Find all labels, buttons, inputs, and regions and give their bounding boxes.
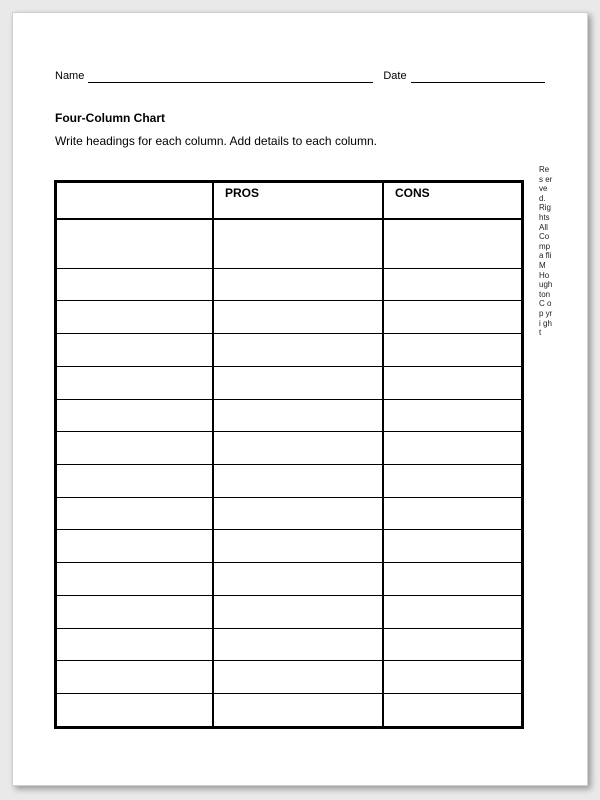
table-cell[interactable] <box>57 219 214 268</box>
table-cell[interactable] <box>57 530 214 563</box>
table-cell[interactable] <box>213 219 383 268</box>
table-row <box>57 465 522 498</box>
table-cell[interactable] <box>213 595 383 628</box>
worksheet-page <box>12 12 588 786</box>
table-row <box>57 595 522 628</box>
table-cell[interactable] <box>57 694 214 727</box>
table-row <box>57 497 522 530</box>
column-heading-1[interactable] <box>57 183 214 220</box>
table-cell[interactable] <box>213 661 383 694</box>
table-cell[interactable] <box>383 334 522 367</box>
table-cell[interactable] <box>57 661 214 694</box>
table-row <box>57 334 522 367</box>
table-row <box>57 268 522 301</box>
date-label: Date <box>383 70 407 82</box>
table-cell[interactable] <box>57 334 214 367</box>
table-cell[interactable] <box>383 497 522 530</box>
table-cell[interactable] <box>383 465 522 498</box>
table-cell[interactable] <box>213 563 383 596</box>
instructions-text: Write headings for each column. Add details to each column. <box>55 134 377 148</box>
table-row <box>57 628 522 661</box>
table-cell[interactable] <box>383 694 522 727</box>
table-row <box>57 694 522 727</box>
table-cell[interactable] <box>213 366 383 399</box>
table-cell[interactable] <box>57 595 214 628</box>
table-cell[interactable] <box>383 595 522 628</box>
table-row <box>57 530 522 563</box>
table-cell[interactable] <box>57 563 214 596</box>
table-cell[interactable] <box>57 628 214 661</box>
table-cell[interactable] <box>383 366 522 399</box>
table-cell[interactable] <box>213 497 383 530</box>
table-cell[interactable] <box>57 399 214 432</box>
table-cell[interactable] <box>383 628 522 661</box>
table-row <box>57 301 522 334</box>
table-cell[interactable] <box>213 301 383 334</box>
table-row <box>57 219 522 268</box>
table-cell[interactable] <box>57 465 214 498</box>
table-cell[interactable] <box>213 399 383 432</box>
table-cell[interactable] <box>213 432 383 465</box>
table-cell[interactable] <box>383 530 522 563</box>
table-cell[interactable] <box>383 219 522 268</box>
table-cell[interactable] <box>213 530 383 563</box>
table-row <box>57 661 522 694</box>
table-cell[interactable] <box>213 465 383 498</box>
column-heading-pros: PROS <box>213 183 383 220</box>
table-cell[interactable] <box>57 432 214 465</box>
table-cell[interactable] <box>57 301 214 334</box>
table-cell[interactable] <box>383 268 522 301</box>
table-cell[interactable] <box>383 661 522 694</box>
table-row <box>57 399 522 432</box>
table-cell[interactable] <box>213 694 383 727</box>
table-row <box>57 432 522 465</box>
table-row <box>57 563 522 596</box>
side-copyright-text: Res erved. Rights All Co mpa fli M Hough ton C op yri ght <box>539 165 553 338</box>
table-cell[interactable] <box>57 268 214 301</box>
table-cell[interactable] <box>57 366 214 399</box>
date-line[interactable] <box>411 70 545 83</box>
table-cell[interactable] <box>383 432 522 465</box>
table-cell[interactable] <box>213 334 383 367</box>
chart-header-row <box>57 183 522 220</box>
column-heading-cons: CONS <box>383 183 522 220</box>
page-title: Four-Column Chart <box>55 111 165 125</box>
table-cell[interactable] <box>57 497 214 530</box>
table-cell[interactable] <box>213 628 383 661</box>
chart-table <box>54 180 524 729</box>
table-cell[interactable] <box>383 399 522 432</box>
table-cell[interactable] <box>383 563 522 596</box>
table-cell[interactable] <box>213 268 383 301</box>
table-cell[interactable] <box>383 301 522 334</box>
name-date-row <box>55 69 575 83</box>
name-line[interactable] <box>88 70 373 83</box>
table-row <box>57 366 522 399</box>
name-label: Name <box>55 70 85 82</box>
